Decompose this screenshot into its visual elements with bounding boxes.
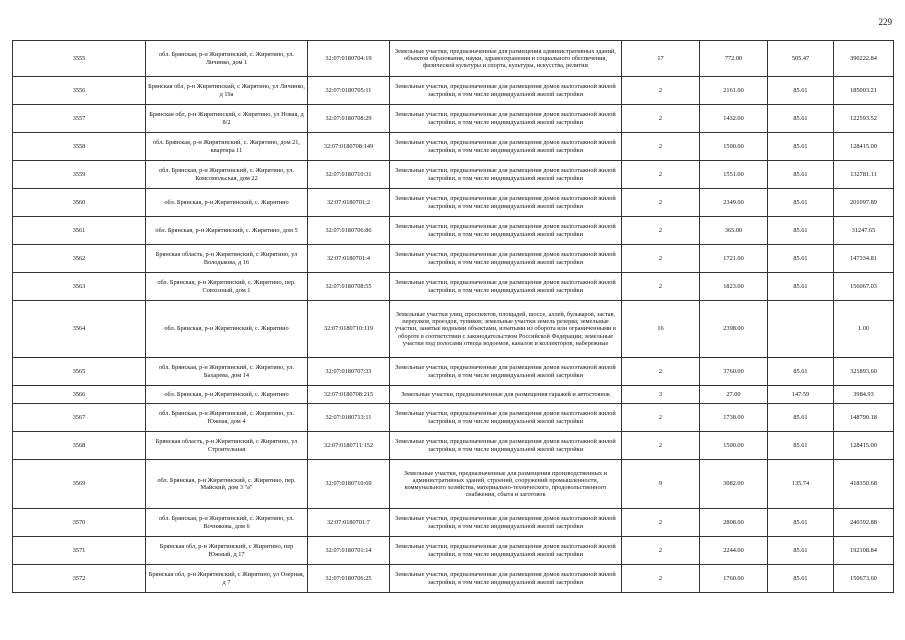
land-use-cell: Земельные участки, предназначенные для размещения домов малоэтажной жилой застройки, в том числе индивидуальной жилой застройки (390, 161, 622, 189)
land-use-cell: Земельные участки улиц, проспектов, площадей, шоссе, аллей, бульваров, застав, переулков, проездов, тупиков; земельные участки земель резерва; земельные участки, занятые водными объектами, изъятыми из оборота или ограниченными в обороте в соответствии с законодательством Российской Федерации; земельные участки под полосами отвода водоемов, каналов и коллекторов, набережные (390, 301, 622, 358)
specific-value-cell (768, 301, 834, 358)
specific-value-cell: 85.61 (768, 358, 834, 386)
table-row (13, 432, 894, 460)
land-use-cell: Земельные участки, предназначенные для размещения домов малоэтажной жилой застройки, в том числе индивидуальной жилой застройки (390, 189, 622, 217)
address-cell: Брянская обл, р-н Жирятинский, с Жирятино, ул Личинко, д 19а (146, 77, 308, 105)
group-code-cell: 2 (622, 217, 700, 245)
table-row (13, 77, 894, 105)
table-row (13, 105, 894, 133)
group-code-cell: 2 (622, 432, 700, 460)
row-number: 3562 (13, 245, 146, 273)
land-use-cell: Земельные участки, предназначенные для размещения домов малоэтажной жилой застройки, в том числе индивидуальной жилой застройки (390, 358, 622, 386)
land-use-cell: Земельные участки, предназначенные для размещения домов малоэтажной жилой застройки, в том числе индивидуальной жилой застройки (390, 509, 622, 537)
address-cell: обл. Брянская, р-н Жирятинский, с. Жирятино (146, 189, 308, 217)
cadastral-number-cell: 32:07:0180710:119 (308, 301, 390, 358)
table-row (13, 386, 894, 404)
area-cell: 2398.00 (700, 301, 768, 358)
address-cell: обл. Брянская, р-н Жирятинский, с. Жирятино, пер. Совхозный, дом 1 (146, 273, 308, 301)
row-number: 3560 (13, 189, 146, 217)
table-row (13, 273, 894, 301)
row-number: 3564 (13, 301, 146, 358)
group-code-cell: 2 (622, 189, 700, 217)
cadastral-value-cell: 3984.93 (834, 386, 894, 404)
land-use-cell: Земельные участки, предназначенные для размещения производственных и административных зданий, строений, сооружений промышленности, коммунального хозяйства, материально-технического, продовольственного снабжения, сбыта и заготовок (390, 460, 622, 509)
area-cell: 27.00 (700, 386, 768, 404)
address-cell: обл. Брянская, р-н Жирятинский, с. Жирятино (146, 386, 308, 404)
land-use-cell: Земельные участки, предназначенные для размещения домов малоэтажной жилой застройки, в том числе индивидуальной жилой застройки (390, 432, 622, 460)
group-code-cell: 16 (622, 301, 700, 358)
cadastral-number-cell: 32:07:0180701:4 (308, 245, 390, 273)
address-cell: обл. Брянская, р-н Жирятинский, с. Жирятино, ул. Южная, дом 4 (146, 404, 308, 432)
cadastral-number-cell: 32:07:0180706:86 (308, 217, 390, 245)
table-row (13, 41, 894, 77)
group-code-cell: 17 (622, 41, 700, 77)
row-number: 3565 (13, 358, 146, 386)
land-use-cell: Земельные участки, предназначенные для размещения домов малоэтажной жилой застройки, в том числе индивидуальной жилой застройки (390, 273, 622, 301)
cadastral-value-cell: 321893.60 (834, 358, 894, 386)
area-cell: 1823.00 (700, 273, 768, 301)
area-cell: 1500.00 (700, 432, 768, 460)
address-cell: обл. Брянская, р-н Жирятинский, с. Жирятино, ул. Личинко, дом 1 (146, 41, 308, 77)
specific-value-cell: 85.61 (768, 565, 834, 593)
specific-value-cell: 85.61 (768, 432, 834, 460)
row-number: 3555 (13, 41, 146, 77)
row-number: 3568 (13, 432, 146, 460)
row-number: 3558 (13, 133, 146, 161)
specific-value-cell: 85.61 (768, 245, 834, 273)
cadastral-number-cell: 32:07:0180713:11 (308, 404, 390, 432)
cadastral-value-cell: 128415.00 (834, 432, 894, 460)
table-row (13, 133, 894, 161)
area-cell: 1500.00 (700, 133, 768, 161)
area-cell: 2349.00 (700, 189, 768, 217)
area-cell: 2161.00 (700, 77, 768, 105)
land-use-cell: Земельные участки, предназначенные для размещения домов малоэтажной жилой застройки, в том числе индивидуальной жилой застройки (390, 77, 622, 105)
table-row (13, 217, 894, 245)
address-cell: Брянская область, р-н Жирятинский, с Жирятино, ул Строительная (146, 432, 308, 460)
address-cell: обл. Брянская, р-н Жирятинский, с. Жирятино, ул. Комсомольская, дом 22 (146, 161, 308, 189)
cadastral-value-cell: 185003.21 (834, 77, 894, 105)
group-code-cell: 2 (622, 77, 700, 105)
area-cell: 2808.00 (700, 509, 768, 537)
cadastral-number-cell: 32:07:0180701:2 (308, 189, 390, 217)
area-cell: 772.00 (700, 41, 768, 77)
specific-value-cell: 147.59 (768, 386, 834, 404)
cadastral-value-cell: 150673.60 (834, 565, 894, 593)
address-cell: обл. Брянская, р-н Жирятинский, с. Жирятино, ул. Вочнякова, дом 6 (146, 509, 308, 537)
specific-value-cell: 85.61 (768, 509, 834, 537)
land-use-cell: Земельные участки, предназначенные для размещения гаражей и автостоянок (390, 386, 622, 404)
area-cell: 3760.00 (700, 358, 768, 386)
cadastral-number-cell: 32:07:0180705:11 (308, 77, 390, 105)
group-code-cell: 3 (622, 386, 700, 404)
land-use-cell: Земельные участки, предназначенные для размещения домов малоэтажной жилой застройки, в том числе индивидуальной жилой застройки (390, 404, 622, 432)
group-code-cell: 9 (622, 460, 700, 509)
address-cell: Брянская обл, р-н Жирятинский, с Жирятино, ул Озерная, д 7 (146, 565, 308, 593)
specific-value-cell: 85.61 (768, 217, 834, 245)
table-row (13, 245, 894, 273)
land-use-cell: Земельные участки, предназначенные для размещения домов малоэтажной жилой застройки, в том числе индивидуальной жилой застройки (390, 537, 622, 565)
specific-value-cell: 85.61 (768, 273, 834, 301)
cadastral-value-cell: 240392.88 (834, 509, 894, 537)
group-code-cell: 2 (622, 273, 700, 301)
land-use-cell: Земельные участки, предназначенные для размещения домов малоэтажной жилой застройки, в том числе индивидуальной жилой застройки (390, 217, 622, 245)
specific-value-cell: 505.47 (768, 41, 834, 77)
group-code-cell: 2 (622, 404, 700, 432)
cadastral-value-cell: 390222.84 (834, 41, 894, 77)
cadastral-number-cell: 32:07:0180704:19 (308, 41, 390, 77)
land-use-cell: Земельные участки, предназначенные для размещения домов малоэтажной жилой застройки, в том числе индивидуальной жилой застройки (390, 105, 622, 133)
cadastral-number-cell: 32:07:0180708:29 (308, 105, 390, 133)
table-row (13, 404, 894, 432)
land-use-cell: Земельные участки, предназначенные для размещения домов малоэтажной жилой застройки, в том числе индивидуальной жилой застройки (390, 133, 622, 161)
cadastral-number-cell: 32:07:0180711:152 (308, 432, 390, 460)
cadastral-value-table (12, 40, 894, 593)
group-code-cell: 2 (622, 105, 700, 133)
area-cell: 1721.00 (700, 245, 768, 273)
table-row (13, 537, 894, 565)
row-number: 3559 (13, 161, 146, 189)
cadastral-value-cell: 132781.11 (834, 161, 894, 189)
table-row (13, 161, 894, 189)
table-row (13, 189, 894, 217)
specific-value-cell: 135.74 (768, 460, 834, 509)
group-code-cell: 2 (622, 133, 700, 161)
row-number: 3563 (13, 273, 146, 301)
row-number: 3561 (13, 217, 146, 245)
cadastral-number-cell: 32:07:0180710:31 (308, 161, 390, 189)
row-number: 3570 (13, 509, 146, 537)
address-cell: обл. Брянская, р-н Жирятинский, с. Жирятино, дом 5 (146, 217, 308, 245)
land-use-cell: Земельные участки, предназначенные для размещения домов малоэтажной жилой застройки, в том числе индивидуальной жилой застройки (390, 245, 622, 273)
area-cell: 1760.00 (700, 565, 768, 593)
address-cell: обл. Брянская, р-н Жирятинский, с. Жирятино, дом 21, квартира 11 (146, 133, 308, 161)
address-cell: обл. Брянская, р-н Жирятинский, с. Жирятино, пер. Майский, дом 3 "а" (146, 460, 308, 509)
cadastral-value-cell: 418350.68 (834, 460, 894, 509)
group-code-cell: 2 (622, 161, 700, 189)
cadastral-value-cell: 122593.52 (834, 105, 894, 133)
table-row (13, 301, 894, 358)
cadastral-number-cell: 32:07:0180707:33 (308, 358, 390, 386)
area-cell: 3082.00 (700, 460, 768, 509)
group-code-cell: 2 (622, 245, 700, 273)
specific-value-cell: 85.61 (768, 189, 834, 217)
group-code-cell: 2 (622, 509, 700, 537)
cadastral-number-cell: 32:07:0180701:7 (308, 509, 390, 537)
cadastral-number-cell: 32:07:0180708:215 (308, 386, 390, 404)
cadastral-value-cell: 201097.89 (834, 189, 894, 217)
group-code-cell: 2 (622, 537, 700, 565)
specific-value-cell: 85.61 (768, 133, 834, 161)
cadastral-value-cell: 192108.84 (834, 537, 894, 565)
cadastral-value-cell: 1.00 (834, 301, 894, 358)
cadastral-number-cell: 32:07:0180706:25 (308, 565, 390, 593)
area-cell: 1432.00 (700, 105, 768, 133)
cadastral-number-cell: 32:07:0180708:55 (308, 273, 390, 301)
cadastral-number-cell: 32:07:0180708:149 (308, 133, 390, 161)
cadastral-number-cell: 32:07:0180710:69 (308, 460, 390, 509)
row-number: 3571 (13, 537, 146, 565)
row-number: 3556 (13, 77, 146, 105)
specific-value-cell: 85.61 (768, 161, 834, 189)
specific-value-cell: 85.61 (768, 404, 834, 432)
cadastral-value-cell: 147334.81 (834, 245, 894, 273)
land-use-cell: Земельные участки, предназначенные для размещения административных зданий, объектов образования, науки, здравоохранения и социального обеспечения, физической культуры и спорта, культуры, искусства, религии (390, 41, 622, 77)
group-code-cell: 2 (622, 565, 700, 593)
area-cell: 2244.00 (700, 537, 768, 565)
address-cell: Брянская область, р-н Жирятинский, с Жирятино, ул Володькова, д 16 (146, 245, 308, 273)
address-cell: Брянская обл, р-н Жирятинский, с Жирятино, пер Южный, д 17 (146, 537, 308, 565)
cadastral-value-cell: 128415.00 (834, 133, 894, 161)
specific-value-cell: 85.61 (768, 537, 834, 565)
cadastral-value-cell: 156067.03 (834, 273, 894, 301)
table-row (13, 509, 894, 537)
area-cell: 365.00 (700, 217, 768, 245)
area-cell: 1551.00 (700, 161, 768, 189)
specific-value-cell: 85.61 (768, 77, 834, 105)
address-cell: обл. Брянская, р-н Жирятинский, с. Жирятино (146, 301, 308, 358)
row-number: 3569 (13, 460, 146, 509)
page-number: 229 (878, 17, 892, 27)
land-use-cell: Земельные участки, предназначенные для размещения домов малоэтажной жилой застройки, в том числе индивидуальной жилой застройки (390, 565, 622, 593)
address-cell: обл. Брянская, р-н Жирятинский, с. Жирятино, ул. Бахарева, дом 14 (146, 358, 308, 386)
group-code-cell: 2 (622, 358, 700, 386)
table-row (13, 460, 894, 509)
row-number: 3566 (13, 386, 146, 404)
specific-value-cell: 85.61 (768, 105, 834, 133)
cadastral-value-cell: 31247.65 (834, 217, 894, 245)
table-row (13, 565, 894, 593)
row-number: 3572 (13, 565, 146, 593)
area-cell: 1738.00 (700, 404, 768, 432)
address-cell: Брянская обл, р-н Жирятинский, с Жирятино, ул Новая, д 8/2 (146, 105, 308, 133)
row-number: 3567 (13, 404, 146, 432)
cadastral-value-cell: 148790.18 (834, 404, 894, 432)
row-number: 3557 (13, 105, 146, 133)
table-row (13, 358, 894, 386)
cadastral-number-cell: 32:07:0180701:14 (308, 537, 390, 565)
